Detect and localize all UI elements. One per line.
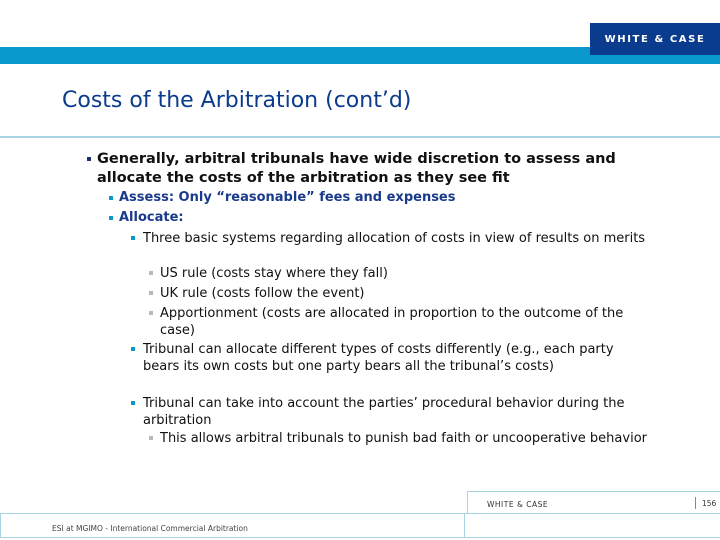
footer-divider [467,491,720,492]
bullet-item: Three basic systems regarding allocation of costs in view of results on merits [143,231,646,246]
slide-title: Costs of the Arbitration (cont’d) [62,88,412,113]
square-bullet-icon [149,311,153,315]
square-bullet-icon [149,436,153,440]
square-bullet-icon [109,216,113,220]
brand-logo-text: WHITE & CASE [604,33,706,45]
square-bullet-icon [87,157,91,161]
footer-brand: WHITE & CASE [487,500,549,509]
footer-divider [467,491,468,513]
square-bullet-icon [131,401,135,405]
bullet-item: Apportionment (costs are allocated in proportion to the outcome of the case) [160,306,624,338]
square-bullet-icon [149,271,153,275]
square-bullet-icon [109,196,113,200]
footer-course-title: ESI at MGIMO - International Commercial Arbitration [52,524,248,533]
bullet-item: Tribunal can take into account the parties’ procedural behavior during the arbitration [143,396,625,428]
bullet-item: Allocate: [119,210,184,225]
page-number-separator [695,497,696,509]
page-number: 156 [702,499,717,508]
bullet-item: Assess: Only “reasonable” fees and expenses [119,190,456,205]
square-bullet-icon [149,291,153,295]
brand-logo [590,23,720,55]
square-bullet-icon [131,347,135,351]
bullet-item: UK rule (costs follow the event) [160,286,365,301]
bullet-item: This allows arbitral tribunals to punish bad faith or uncooperative behavior [160,431,647,446]
bullet-item: Tribunal can allocate different types of costs differently (e.g., each party bears its own costs but one party bears all the tribunal’s costs) [143,342,614,374]
square-bullet-icon [131,236,135,240]
footer-box-right [465,513,720,538]
bullet-item: Generally, arbitral tribunals have wide discretion to assess and allocate the costs of the arbitration as they see fit [97,151,616,186]
bullet-item: US rule (costs stay where they fall) [160,266,388,281]
title-divider [0,136,720,138]
